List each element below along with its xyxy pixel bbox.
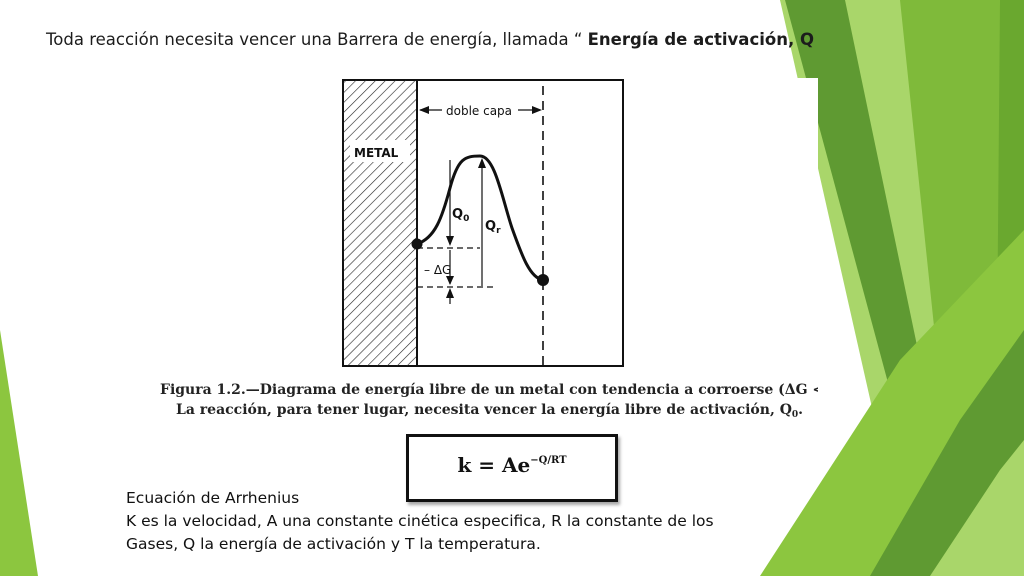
arrowhead-right-icon bbox=[532, 106, 542, 114]
slide-title bbox=[46, 30, 814, 49]
energy-diagram bbox=[150, 78, 818, 434]
final-state-dot bbox=[537, 274, 549, 286]
delta-g-arrowhead-up-icon bbox=[446, 288, 454, 298]
qr-label: $Q_r$ bbox=[485, 219, 501, 236]
explanation-text bbox=[126, 487, 806, 556]
q0-arrowhead-icon bbox=[446, 236, 454, 246]
figure-caption-line2: La reacción, para tener lugar, necesita vencer la energía libre de activación, $Q_0$. bbox=[176, 402, 804, 420]
qr-arrowhead-icon bbox=[478, 158, 486, 168]
metal-label: METAL bbox=[354, 146, 399, 160]
arrowhead-left-icon bbox=[419, 106, 429, 114]
explanation-line1: Ecuación de Arrhenius bbox=[126, 489, 300, 507]
title-text: Toda reacción necesita vencer una Barrera de energía, llamada “ bbox=[46, 30, 588, 49]
explanation-line2: K es la velocidad, A una constante cinética especifica, R la constante de los bbox=[126, 512, 714, 530]
q0-label: $Q_0$ bbox=[452, 207, 470, 224]
energy-diagram-figure bbox=[150, 78, 818, 434]
explanation-line3: Gases, Q la energía de activación y T la temperatura. bbox=[126, 535, 541, 553]
double-layer-label: doble capa bbox=[446, 104, 513, 118]
delta-g-label: – ΔG bbox=[424, 263, 452, 277]
formula-exponent: −Q/RT bbox=[530, 455, 567, 466]
energy-curve bbox=[417, 156, 543, 280]
metal-hatching bbox=[343, 80, 417, 366]
title-bold-text: Energía de activación, Q bbox=[587, 30, 814, 49]
figure-caption-line1: Figura 1.2.—Diagrama de energía libre de un metal con tendencia a corroerse (ΔG < 0). bbox=[160, 382, 818, 398]
arrhenius-formula bbox=[409, 453, 615, 477]
delta-g-arrowhead-down-icon bbox=[446, 276, 454, 285]
left-green-triangle bbox=[0, 330, 38, 576]
formula-lhs: k = Ae bbox=[457, 453, 531, 477]
